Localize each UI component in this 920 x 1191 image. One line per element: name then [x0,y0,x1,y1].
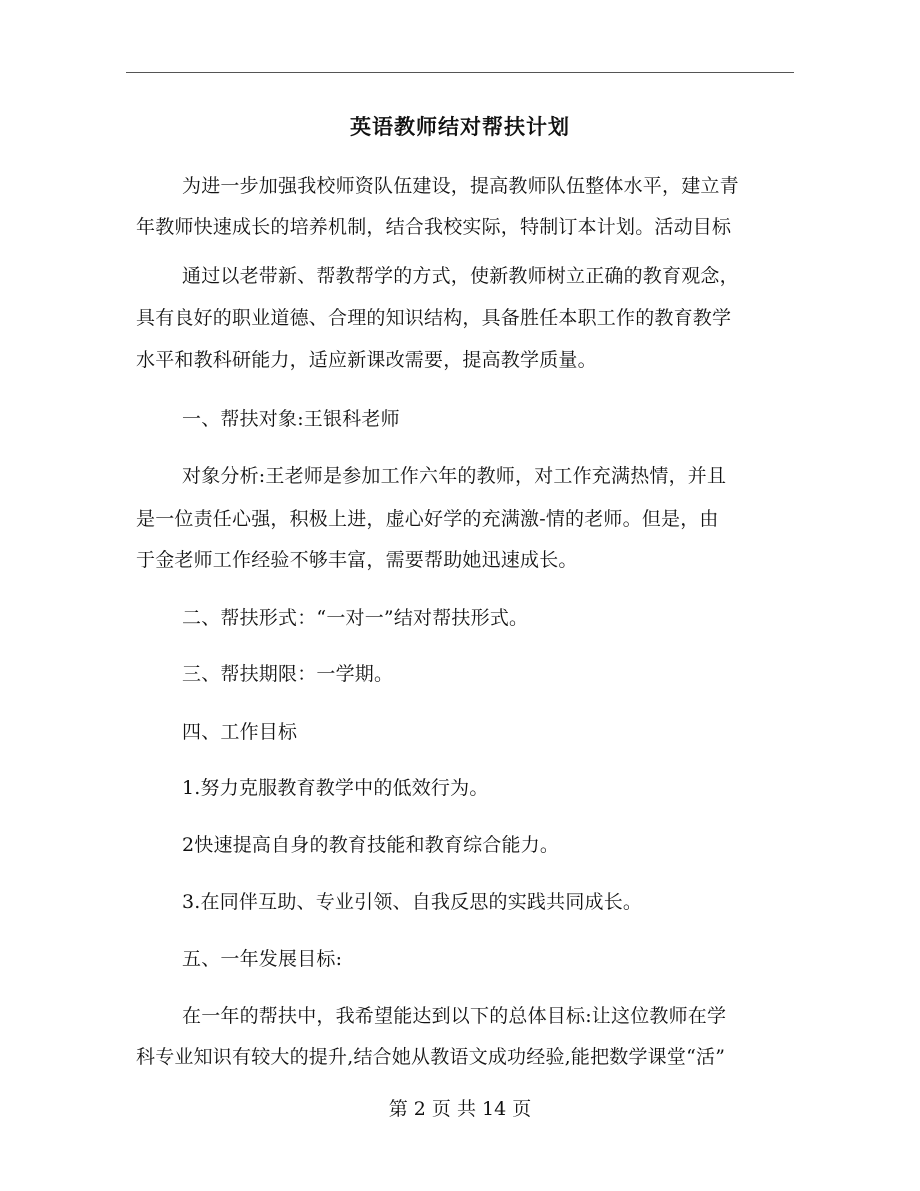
paragraph-line: 水平和教科研能力，适应新课改需要，提高教学质量。 [136,349,597,371]
list-item: 3.在同伴互助、专业引领、自我反思的实践共同成长。 [182,891,643,913]
list-item: 2快速提高自身的教育技能和教育综合能力。 [182,834,560,856]
paragraph-line: 通过以老带新、帮教帮学的方式，使新教师树立正确的教育观念， [182,265,739,287]
paragraph-line: 是一位责任心强，积极上进，虚心好学的充满激-情的老师。但是，由 [136,508,719,530]
paragraph-line: 年教师快速成长的培养机制，结合我校实际，特制订本计划。活动目标 [136,216,732,238]
paragraph-line: 于金老师工作经验不够丰富，需要帮助她迅速成长。 [136,549,578,571]
paragraph-line: 科专业知识有较大的提升,结合她从教语文成功经验,能把数学课堂“活” [136,1046,726,1068]
paragraph-line: 具有良好的职业道德、合理的知识结构，具备胜任本职工作的教育教学 [136,307,732,329]
paragraph-line: 在一年的帮扶中，我希望能达到以下的总体目标:让这位教师在学 [182,1005,727,1027]
section-heading: 一、帮扶对象:王银科老师 [182,408,400,430]
paragraph-line: 对象分析:王老师是参加工作六年的教师，对工作充满热情，并且 [182,465,727,487]
section-heading: 三、帮扶期限：一学期。 [182,663,394,685]
document-title: 英语教师结对帮扶计划 [350,114,570,139]
section-heading: 二、帮扶形式：“一对一”结对帮扶形式。 [182,607,529,629]
section-heading: 五、一年发展目标: [182,948,343,970]
page-number: 第 2 页 共 14 页 [388,1098,532,1120]
header-rule [126,72,794,73]
section-heading: 四、工作目标 [182,721,298,743]
paragraph-line: 为进一步加强我校师资队伍建设，提高教师队伍整体水平，建立青 [182,175,739,197]
list-item: 1.努力克服教育教学中的低效行为。 [182,777,489,799]
